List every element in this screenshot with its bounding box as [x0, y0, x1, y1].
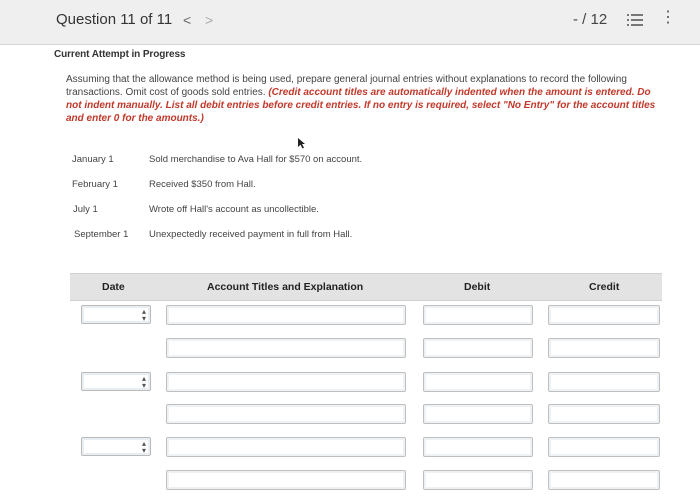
transaction-date: September 1: [74, 229, 129, 240]
debit-input[interactable]: [423, 437, 533, 457]
account-title-input[interactable]: [166, 470, 406, 490]
question-header: [0, 0, 700, 45]
transaction-date: July 1: [73, 204, 98, 215]
account-title-input[interactable]: [166, 404, 406, 424]
account-column-header: Account Titles and Explanation: [207, 281, 364, 293]
date-select[interactable]: [81, 305, 151, 324]
transaction-date: January 1: [72, 154, 114, 165]
account-title-input[interactable]: [166, 437, 406, 457]
list-icon[interactable]: [627, 13, 643, 27]
credit-column-header: Credit: [589, 281, 620, 293]
instructions: [66, 73, 666, 125]
instructions-emphasis: (Credit account titles are automatically indented when the amount is entered. Do not indent manually. List all debit entries before credit entries. If no entry is required, select "No Entry" for the account titles and enter 0 for the amounts.): [66, 87, 656, 124]
instructions-text: Assuming that the allowance method is being used, prepare general journal entries without explanations to record the following transactions. Omit cost of goods sold entries.: [66, 74, 627, 98]
transaction-description: Received $350 from Hall.: [149, 179, 256, 190]
account-title-input[interactable]: [166, 305, 406, 325]
credit-input[interactable]: [548, 437, 660, 457]
attempt-status: Current Attempt in Progress: [54, 49, 186, 60]
date-select[interactable]: [81, 372, 151, 391]
debit-input[interactable]: [423, 372, 533, 392]
mouse-cursor-icon: [297, 137, 306, 149]
debit-input[interactable]: [423, 404, 533, 424]
transaction-description: Wrote off Hall's account as uncollectible.: [149, 204, 319, 215]
next-question-button[interactable]: >: [205, 12, 214, 28]
credit-input[interactable]: [548, 372, 660, 392]
select-arrows-icon: ▴ ▾: [141, 374, 146, 390]
debit-input[interactable]: [423, 470, 533, 490]
credit-input[interactable]: [548, 305, 660, 325]
select-arrows-icon: ▴ ▾: [141, 307, 146, 323]
score-display: - / 12: [573, 11, 608, 28]
account-title-input[interactable]: [166, 338, 406, 358]
transaction-date: February 1: [72, 179, 118, 190]
credit-input[interactable]: [548, 470, 660, 490]
account-title-input[interactable]: [166, 372, 406, 392]
select-arrows-icon: ▴ ▾: [141, 439, 146, 455]
debit-input[interactable]: [423, 305, 533, 325]
debit-input[interactable]: [423, 338, 533, 358]
journal-table-header: [70, 273, 662, 301]
credit-input[interactable]: [548, 404, 660, 424]
question-label: Question 11 of 11: [56, 11, 173, 28]
date-column-header: Date: [102, 281, 125, 293]
previous-question-button[interactable]: <: [183, 12, 192, 28]
credit-input[interactable]: [548, 338, 660, 358]
debit-column-header: Debit: [464, 281, 491, 293]
more-vertical-icon[interactable]: ⋮: [660, 9, 676, 26]
transaction-description: Sold merchandise to Ava Hall for $570 on account.: [149, 154, 363, 165]
date-select[interactable]: [81, 437, 151, 456]
transaction-description: Unexpectedly received payment in full from Hall.: [149, 229, 353, 240]
